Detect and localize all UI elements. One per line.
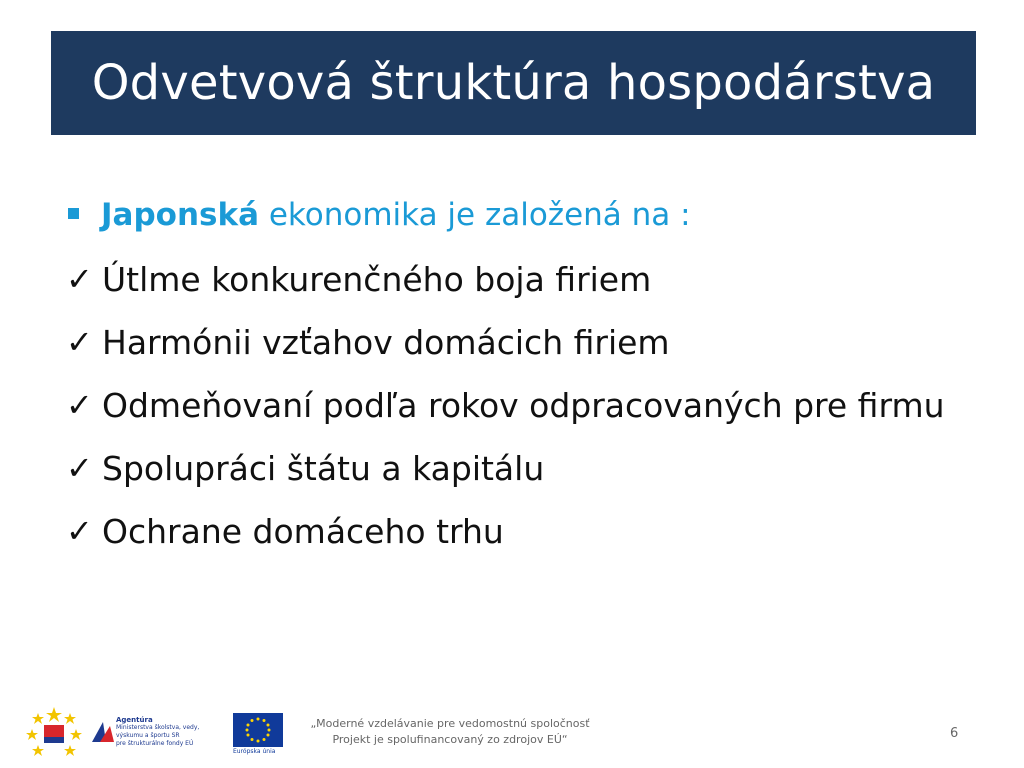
agency-logo — [90, 715, 210, 749]
eu-flag-icon — [233, 713, 283, 747]
list-item — [66, 378, 966, 433]
checkmark-icon: ✓ — [66, 449, 93, 487]
intro-text: ekonomika je založená na : — [259, 197, 691, 233]
list-item-text: Ochrane domáceho trhu — [102, 512, 504, 551]
list-item-text: Harmónii vzťahov domácich firiem — [102, 323, 670, 362]
program-logo-icon — [26, 705, 82, 761]
list-item — [66, 315, 966, 370]
checkmark-icon: ✓ — [66, 260, 93, 298]
list-item-text: Útlme konkurenčného boja firiem — [102, 260, 652, 299]
eu-caption: Európska únia — [233, 748, 276, 755]
agency-text: Agentúra Ministerstva školstva, vedy, výskumu a športu SR pre štrukturálne fondy EÚ — [116, 716, 200, 747]
title-bar — [51, 31, 976, 135]
intro-bold: Japonská — [101, 197, 259, 233]
intro-bullet — [66, 186, 966, 244]
checkmark-icon: ✓ — [66, 512, 93, 550]
agency-mark-icon — [90, 718, 116, 744]
square-bullet-icon — [68, 208, 79, 219]
list-item — [66, 441, 966, 496]
checkmark-icon: ✓ — [66, 386, 93, 424]
list-item-text: Spolupráci štátu a kapitálu — [102, 449, 545, 488]
page-number: 6 — [950, 726, 959, 741]
list-item — [66, 504, 966, 559]
checkmark-icon: ✓ — [66, 323, 93, 361]
slide-title: Odvetvová štruktúra hospodárstva — [91, 55, 936, 111]
footer-text: „Moderné vzdelávanie pre vedomostnú spoločnosť Projekt je spolufinancovaný zo zdrojov EÚ“ — [310, 717, 590, 746]
slide-content — [66, 186, 966, 559]
list-item — [66, 252, 966, 307]
list-item-text: Odmeňovaní podľa rokov odpracovaných pre firmu — [102, 386, 945, 425]
